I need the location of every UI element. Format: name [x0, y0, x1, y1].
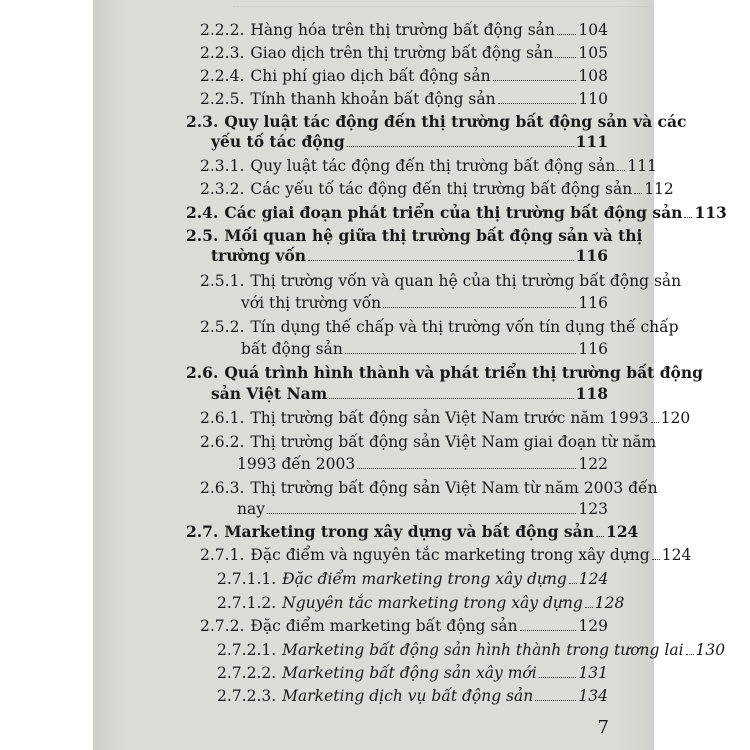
entry-title: Thị trường bất động sản Việt Nam giai đoạn từ năm — [250, 433, 657, 451]
toc-entry — [200, 272, 682, 290]
entry-page: 134 — [578, 687, 608, 705]
entry-title: Quá trình hình thành và phát triển thị trường bất động — [224, 363, 703, 382]
toc-entry-continuation — [211, 133, 608, 151]
entry-page: 131 — [578, 664, 608, 682]
entry-page: 112 — [644, 180, 674, 198]
dot-leader — [651, 422, 659, 423]
toc-entry-continuation — [237, 455, 608, 473]
dot-leader — [585, 607, 593, 608]
entry-title: Thị trường bất động sản Việt Nam trước năm 1993 — [250, 409, 649, 427]
entry-title: Marketing dịch vụ bất động sản — [282, 687, 534, 705]
entry-number: 2.2.2. — [200, 21, 245, 39]
entry-title: Thị trường bất động sản Việt Nam từ năm 2003 đến — [250, 479, 658, 497]
toc-entry — [200, 157, 657, 175]
toc-entry — [200, 21, 608, 39]
dot-leader — [634, 193, 642, 194]
toc-entry — [200, 479, 658, 497]
book-page — [93, 0, 727, 750]
entry-page: 108 — [578, 67, 608, 85]
toc-entry — [200, 433, 657, 451]
dot-leader — [267, 513, 576, 514]
entry-title-cont: yếu tố tác động — [211, 132, 345, 151]
entry-number: 2.7.2.2. — [217, 664, 277, 682]
entry-title-cont: bất động sản — [241, 340, 343, 358]
dot-leader — [520, 630, 577, 631]
dot-leader — [617, 170, 625, 171]
entry-number: 2.7.2. — [200, 617, 245, 635]
entry-title: Đặc điểm marketing bất động sản — [250, 617, 518, 635]
entry-title: Hàng hóa trên thị trường bất động sản — [250, 21, 555, 39]
entry-number: 2.7. — [186, 522, 219, 541]
table-of-contents — [93, 0, 727, 750]
entry-page: 130 — [695, 641, 726, 659]
entry-page: 124 — [661, 546, 692, 564]
entry-number: 2.5.2. — [200, 318, 245, 336]
entry-title-cont: sản Việt Nam — [211, 384, 328, 403]
dot-leader — [555, 57, 576, 58]
toc-entry-heading — [186, 226, 643, 245]
toc-entry — [200, 90, 608, 108]
toc-entry-continuation — [211, 247, 608, 265]
entry-page: 110 — [578, 90, 608, 108]
entry-page: 116 — [575, 246, 608, 265]
toc-entry — [200, 44, 608, 62]
toc-entry-continuation — [241, 340, 608, 358]
toc-entry — [200, 180, 674, 198]
dot-leader — [493, 80, 577, 81]
entry-number: 2.6. — [186, 363, 219, 382]
entry-title: Marketing bất động sản hình thành trong tương lai — [282, 641, 684, 659]
entry-number: 2.7.2.1. — [217, 641, 277, 659]
dot-leader — [357, 468, 576, 469]
toc-entry-heading — [186, 522, 639, 541]
toc-entry — [200, 546, 692, 564]
entry-page: 116 — [578, 294, 608, 312]
dot-leader — [596, 536, 604, 537]
entry-page: 124 — [578, 570, 609, 588]
entry-number: 2.7.1.2. — [217, 594, 277, 612]
entry-number: 2.5. — [186, 226, 219, 245]
toc-entry — [200, 617, 608, 635]
entry-title: Quy luật tác động đến thị trường bất động sản và các — [224, 112, 687, 131]
entry-title: Các giai đoạn phát triển của thị trường bất động sản — [224, 203, 683, 222]
entry-title: Chi phí giao dịch bất động sản — [250, 67, 491, 85]
entry-page: 113 — [694, 203, 727, 222]
toc-entry — [200, 409, 691, 427]
entry-page: 116 — [578, 340, 608, 358]
entry-page: 111 — [575, 132, 608, 151]
entry-page: 118 — [575, 384, 608, 403]
toc-entry — [200, 318, 679, 336]
entry-number: 2.2.5. — [200, 90, 245, 108]
entry-number: 2.3.1. — [200, 157, 245, 175]
dot-leader — [539, 677, 577, 678]
toc-entry — [200, 67, 608, 85]
toc-entry-sub — [217, 664, 608, 682]
entry-number: 2.7.2.3. — [217, 687, 277, 705]
toc-entry-continuation — [237, 500, 608, 518]
entry-page: 105 — [578, 44, 608, 62]
dot-leader — [383, 307, 576, 308]
entry-title: Marketing trong xây dựng và bất động sản — [224, 522, 594, 541]
entry-title-cont: 1993 đến 2003 — [237, 455, 356, 473]
entry-number: 2.3.2. — [200, 180, 245, 198]
entry-title: Marketing bất động sản xây mới — [282, 664, 537, 682]
dot-leader — [557, 34, 577, 35]
dot-leader — [686, 654, 694, 655]
dot-leader — [347, 146, 574, 147]
toc-entry-sub — [217, 570, 608, 588]
toc-entry-heading — [186, 203, 727, 222]
dot-leader — [345, 353, 577, 354]
toc-entry-sub — [217, 687, 608, 705]
entry-title: Thị trường vốn và quan hệ của thị trường bất động sản — [250, 272, 682, 290]
dot-leader — [569, 583, 577, 584]
dot-leader — [535, 700, 576, 701]
entry-title: Đặc điểm và nguyên tắc marketing trong xây dựng — [250, 546, 650, 564]
entry-page: 129 — [578, 617, 608, 635]
entry-number: 2.5.1. — [200, 272, 245, 290]
toc-entry-continuation — [241, 294, 608, 312]
entry-title: Đặc điểm marketing trong xây dựng — [282, 570, 567, 588]
dot-leader — [684, 217, 692, 218]
toc-entry-heading — [186, 363, 703, 382]
entry-title: Mối quan hệ giữa thị trường bất động sản và thị — [224, 226, 643, 245]
entry-title: Nguyên tắc marketing trong xây dựng — [282, 594, 583, 612]
entry-page: 128 — [594, 594, 625, 612]
entry-number: 2.2.4. — [200, 67, 245, 85]
toc-entry-continuation — [211, 385, 608, 403]
entry-title: Tính thanh khoản bất động sản — [250, 90, 496, 108]
entry-page: 104 — [578, 21, 608, 39]
entry-title: Quy luật tác động đến thị trường bất động sản — [250, 157, 616, 175]
dot-leader — [308, 260, 574, 261]
entry-number: 2.7.1. — [200, 546, 245, 564]
toc-entry-sub — [217, 641, 726, 659]
entry-number: 2.4. — [186, 203, 219, 222]
entry-title: Các yếu tố tác động đến thị trường bất động sản — [250, 180, 633, 198]
entry-number: 2.6.2. — [200, 433, 245, 451]
entry-page: 122 — [578, 455, 608, 473]
toc-entry-sub — [217, 594, 625, 612]
dot-leader — [652, 559, 660, 560]
entry-title-cont: với thị trường vốn — [241, 294, 382, 312]
entry-title-cont: nay — [237, 500, 265, 518]
entry-title-cont: trường vốn — [211, 246, 307, 265]
entry-page: 124 — [605, 522, 639, 541]
entry-number: 2.6.3. — [200, 479, 245, 497]
entry-title: Giao dịch trên thị trường bất động sản — [250, 44, 554, 62]
entry-number: 2.6.1. — [200, 409, 245, 427]
page-number: 7 — [597, 717, 609, 738]
entry-number: 2.7.1.1. — [217, 570, 277, 588]
entry-page: 111 — [627, 157, 657, 175]
dot-leader — [498, 103, 577, 104]
toc-entry-heading — [186, 112, 687, 131]
entry-title: Tín dụng thế chấp và thị trường vốn tín dụng thế chấp — [250, 318, 679, 336]
entry-page: 120 — [660, 409, 691, 427]
entry-page: 123 — [578, 500, 608, 518]
entry-number: 2.3. — [186, 112, 219, 131]
dot-leader — [329, 398, 574, 399]
entry-number: 2.2.3. — [200, 44, 245, 62]
